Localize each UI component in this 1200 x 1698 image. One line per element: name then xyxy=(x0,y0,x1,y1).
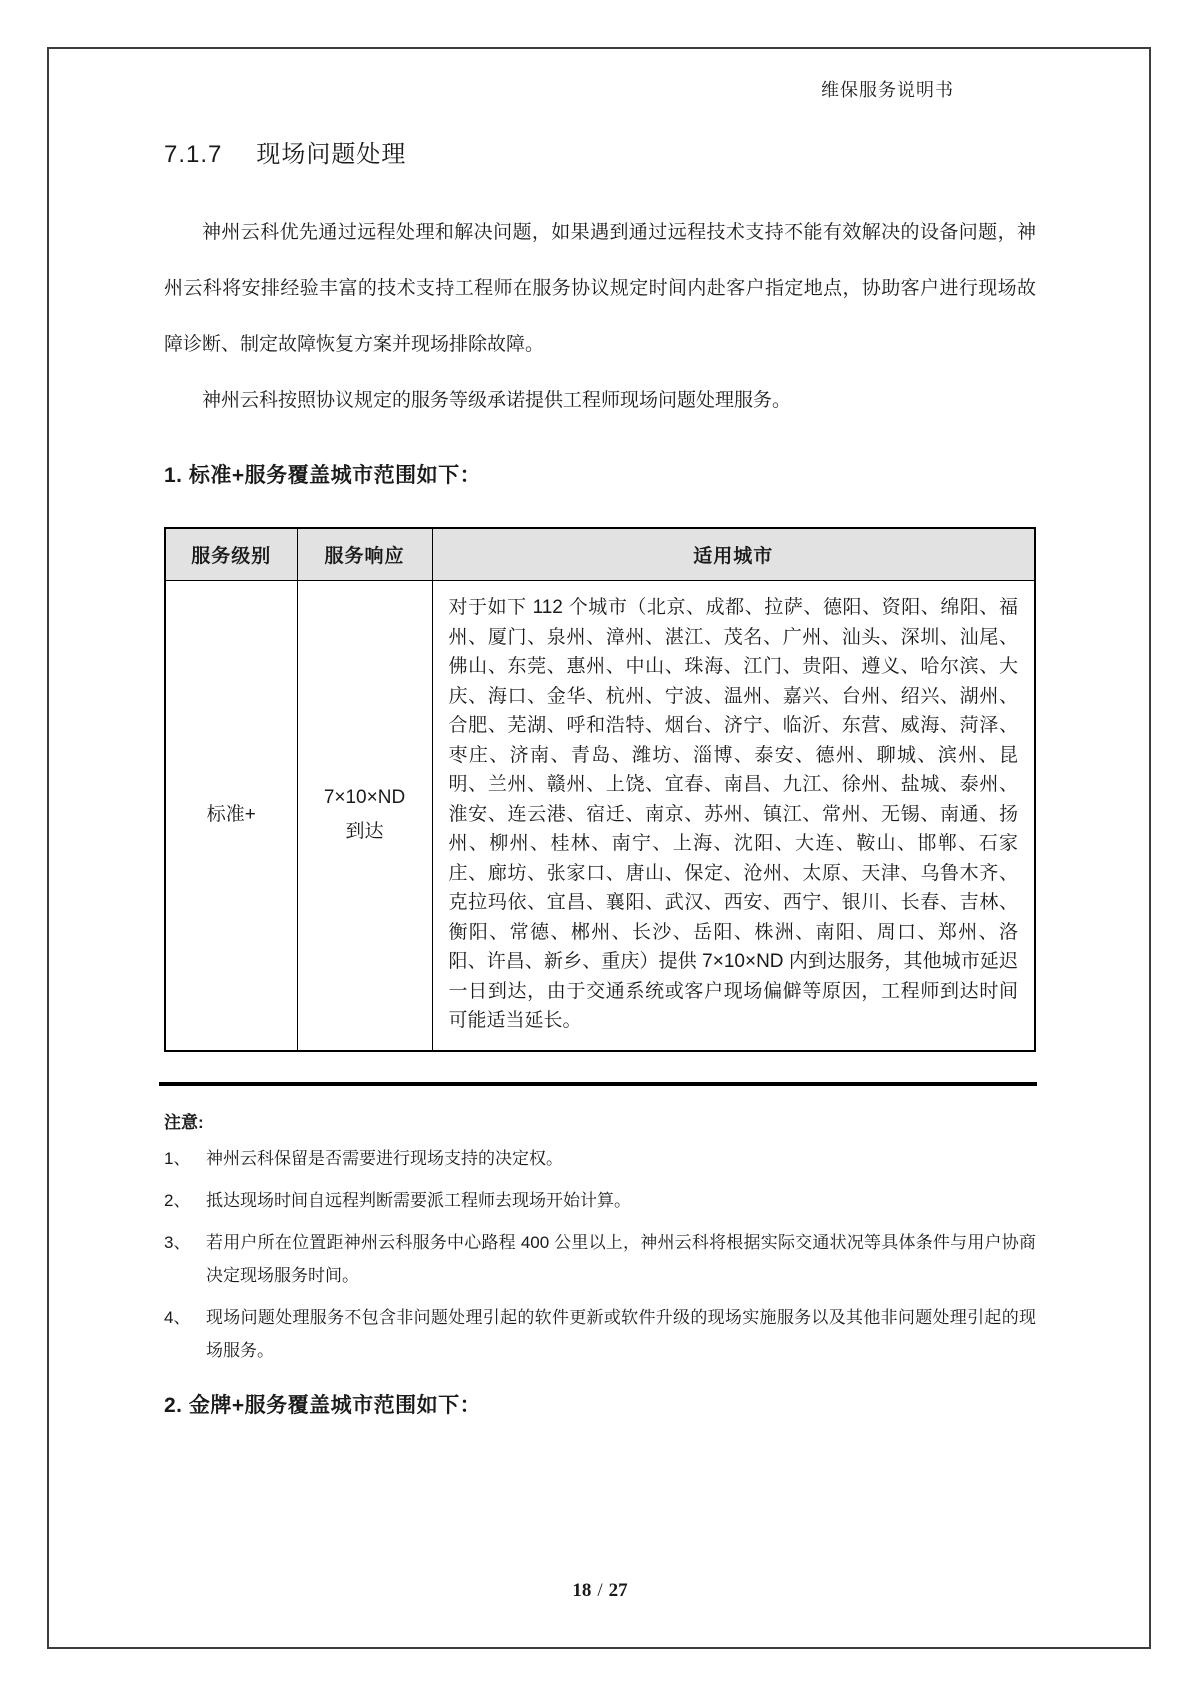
table-row xyxy=(165,581,1035,1051)
response-line-2: 到达 xyxy=(345,821,384,843)
notes-title: 注意: xyxy=(164,1112,204,1132)
note-2-text: 抵达现场时间自远程判断需要派工程师去现场开始计算。 xyxy=(206,1190,631,1210)
table-header-service-response: 服务响应 xyxy=(297,528,432,581)
note-item-3 xyxy=(164,1226,1036,1292)
divider-rule xyxy=(159,1082,1037,1086)
note-1-number: 1、 xyxy=(164,1148,191,1168)
page-footer xyxy=(0,1580,1200,1602)
note-2-number: 2、 xyxy=(164,1190,191,1210)
page-number-separator: / xyxy=(597,1580,603,1601)
subsection-1-heading: 1. 标准+服务覆盖城市范围如下： xyxy=(164,464,482,487)
table-header-applicable-cities: 适用城市 xyxy=(432,528,1035,581)
section-heading xyxy=(164,134,1036,169)
document-content xyxy=(164,134,1036,1419)
note-4-text: 现场问题处理服务不包含非问题处理引起的软件更新或软件升级的现场实施服务以及其他非问题处理引起的现场服务。 xyxy=(206,1307,1036,1360)
cell-service-level: 标准+ xyxy=(165,581,297,1051)
paragraph-2: 神州云科按照协议规定的服务等级承诺提供工程师现场问题处理服务。 xyxy=(202,390,792,411)
note-item-4 xyxy=(164,1301,1036,1367)
document-header-title: 维保服务说明书 xyxy=(821,80,954,100)
paragraph-1: 神州云科优先通过远程处理和解决问题，如果遇到通过远程技术支持不能有效解决的设备问题，神州云科将安排经验丰富的技术支持工程师在服务协议规定时间内赴客户指定地点，协助客户进行现场故障诊断、制定故障恢复方案并现场排除故障。 xyxy=(164,222,1036,355)
service-coverage-table xyxy=(164,527,1036,1052)
response-line-1: 7×10×ND xyxy=(323,787,406,809)
note-3-text: 若用户所在位置距神州云科服务中心路程 400 公里以上，神州云科将根据实际交通状况等具体条件与用户协商决定现场服务时间。 xyxy=(206,1232,1036,1285)
note-item-2 xyxy=(164,1184,1036,1217)
table-header-row xyxy=(165,528,1035,581)
note-item-1 xyxy=(164,1142,1036,1175)
page-number-current: 18 xyxy=(572,1580,592,1601)
section-number: 7.1.7 xyxy=(164,141,223,168)
note-4-number: 4、 xyxy=(164,1307,191,1327)
page-number-total: 27 xyxy=(608,1580,628,1601)
note-3-number: 3、 xyxy=(164,1232,191,1252)
body-paragraphs xyxy=(164,205,1036,429)
table-header-service-level: 服务级别 xyxy=(165,528,297,581)
subsection-2-heading: 2. 金牌+服务覆盖城市范围如下： xyxy=(164,1393,482,1417)
note-1-text: 神州云科保留是否需要进行现场支持的决定权。 xyxy=(206,1148,563,1168)
cell-service-response xyxy=(297,581,432,1051)
cell-applicable-cities: 对于如下 112 个城市（北京、成都、拉萨、德阳、资阳、绵阳、福州、厦门、泉州、漳州、湛江、茂名、广州、汕头、深圳、汕尾、佛山、东莞、惠州、中山、珠海、江门、贵阳、遵义、哈尔滨、大庆、海口、金华、杭州、宁波、温州、嘉兴、台州、绍兴、湖州、合肥、芜湖、呼和浩特、烟台、济宁、临沂、东营、威海、菏泽、枣庄、济南、青岛、潍坊、淄博、泰安、德州、聊城、滨州、昆明、兰州、赣州、上饶、宜春、南昌、九江、徐州、盐城、泰州、淮安、连云港、宿迁、南京、苏州、镇江、常州、无锡、南通、扬州、柳州、桂林、南宁、上海、沈阳、大连、鞍山、邯郸、石家庄、廊坊、张家口、唐山、保定、沧州、太原、天津、乌鲁木齐、克拉玛依、宜昌、襄阳、武汉、西安、西宁、银川、长春、吉林、衡阳、常德、郴州、长沙、岳阳、株洲、南阳、周口、郑州、洛阳、许昌、新乡、重庆）提供 7×10×ND 内到达服务，其他城市延迟一日到达，由于交通系统或客户现场偏僻等原因，工程师到达时间可能适当延长。 xyxy=(432,581,1035,1051)
section-title: 现场问题处理 xyxy=(256,141,407,168)
